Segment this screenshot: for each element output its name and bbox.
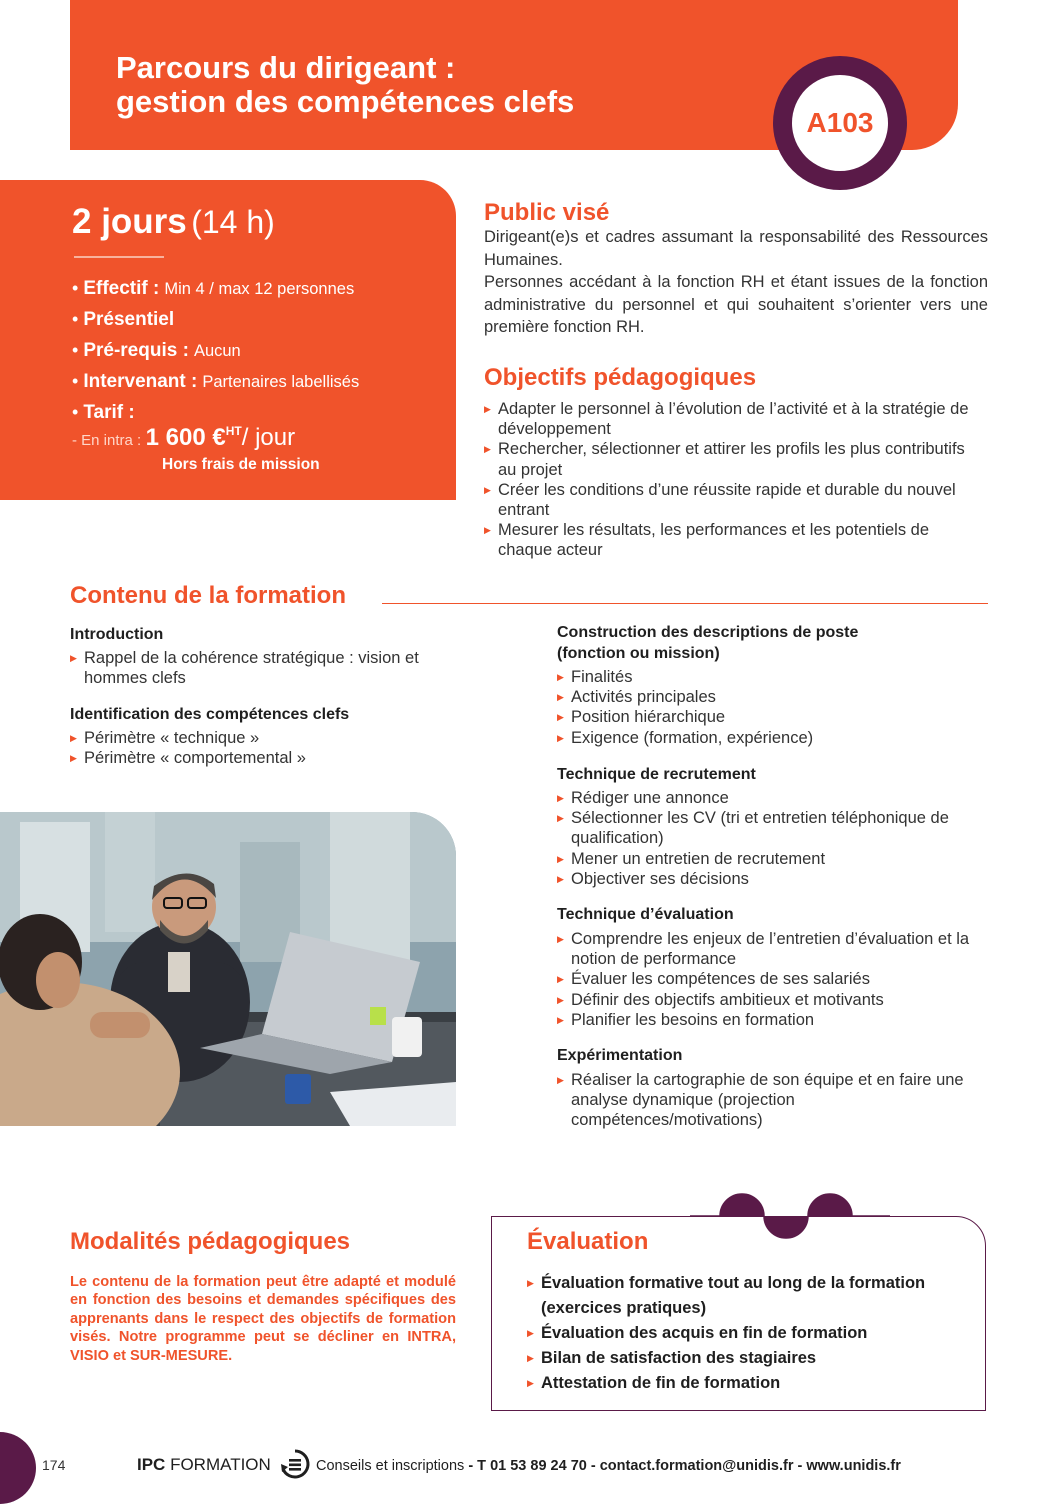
list-item: [70, 648, 440, 688]
info-prerequis: [72, 340, 241, 362]
contact-details: - T 01 53 89 24 70 - contact.formation@unidis.fr - www.unidis.fr: [468, 1458, 901, 1474]
list-item-text: Finalités: [571, 668, 633, 686]
list-item: [557, 1070, 989, 1131]
triangle-bullet-icon: ▶: [557, 934, 564, 944]
intra-label: - En intra :: [72, 432, 142, 449]
list-item-text: Réaliser la cartographie de son équipe et en faire une analyse dynamique (projection compétences/motivations): [571, 1071, 964, 1130]
bullet-icon: •: [72, 309, 79, 329]
intervenant-value: Partenaires labellisés: [202, 373, 360, 391]
techrec-list: [557, 788, 989, 889]
list-item-text: Périmètre « technique »: [84, 729, 260, 747]
intervenant-label: Intervenant :: [83, 371, 198, 392]
tarif-intra: [72, 424, 295, 452]
intra-ht: HT: [225, 424, 242, 438]
info-tarif: [72, 402, 135, 424]
contenu-divider: [382, 603, 988, 604]
info-effectif: [72, 278, 354, 300]
list-item-text: Mesurer les résultats, les performances et les potentiels de chaque acteur: [498, 521, 930, 560]
triangle-bullet-icon: ▶: [557, 672, 564, 682]
triangle-bullet-icon: ▶: [557, 813, 564, 824]
bullet-icon: •: [72, 340, 79, 360]
hors-frais-note: Hors frais de mission: [162, 456, 320, 473]
list-item-text: Bilan de satisfaction des stagiaires: [541, 1349, 817, 1367]
triangle-bullet-icon: ▶: [70, 753, 77, 764]
public-paragraph-2: Personnes accédant à la fonction RH et étant issues de la fonction administrative du personnel et qui souhaitent s’orienter vers une première fonction RH.: [484, 273, 988, 336]
duration: [72, 202, 275, 242]
list-item: [557, 707, 989, 727]
list-item-text: Attestation de fin de formation: [541, 1374, 781, 1392]
list-item-text: Périmètre « comportemental »: [84, 749, 306, 768]
constr-heading-line1: Construction des descriptions de poste: [557, 624, 859, 641]
list-item: [70, 748, 440, 768]
intro-heading: Introduction: [70, 626, 164, 643]
list-item: [557, 1010, 989, 1030]
bullet-icon: •: [72, 402, 79, 422]
list-item: [70, 728, 440, 748]
intra-unit: / jour: [241, 424, 296, 451]
triangle-bullet-icon: ▶: [557, 1075, 564, 1085]
triangle-bullet-icon: ▶: [557, 1014, 564, 1025]
effectif-label: Effectif :: [83, 278, 160, 299]
list-item: [484, 520, 984, 560]
triangle-bullet-icon: ▶: [484, 444, 491, 455]
constr-list: [557, 667, 989, 748]
prerequis-label: Pré-requis :: [83, 340, 189, 361]
modalites-heading: Modalités pédagogiques: [70, 1228, 351, 1255]
list-item-text: Position hiérarchique: [571, 708, 726, 727]
course-code: A103: [806, 107, 874, 138]
list-item: [557, 667, 989, 687]
page-title-line2: gestion des compétences clefs: [116, 84, 575, 119]
list-item: [557, 687, 989, 707]
bullet-icon: •: [72, 278, 79, 298]
triangle-bullet-icon: ▶: [557, 793, 564, 803]
contact-label: Conseils et inscriptions: [316, 1458, 465, 1474]
triangle-bullet-icon: ▶: [484, 484, 491, 495]
list-item: [527, 1321, 967, 1346]
modalites-text: Le contenu de la formation peut être adapté et modulé en fonction des besoins et demandes spécifiques des apprenants dans le respect des objectifs de formation visés. Notre programme peut se décliner en INTRA, VISIO et SUR-MESURE.: [70, 1274, 456, 1364]
techeval-heading: Technique d’évaluation: [557, 906, 734, 923]
list-item: [484, 439, 984, 479]
list-item: [557, 869, 989, 889]
brand-name: [137, 1455, 271, 1475]
list-item: [557, 849, 989, 869]
triangle-bullet-icon: ▶: [557, 974, 564, 985]
list-item: [557, 728, 989, 748]
prerequis-value: Aucun: [193, 342, 241, 360]
triangle-bullet-icon: ▶: [557, 994, 564, 1005]
constr-heading: [557, 622, 858, 664]
triangle-bullet-icon: ▶: [557, 732, 564, 743]
presentiel-label: Présentiel: [83, 309, 175, 330]
list-item: [484, 480, 984, 520]
exp-list: [557, 1070, 989, 1131]
list-item-text: Adapter le personnel à l’évolution de l’activité et à la stratégie de développement: [498, 400, 969, 439]
info-intervenant: [72, 371, 359, 393]
brand-rest: FORMATION: [170, 1455, 271, 1474]
list-item-text: Rechercher, sélectionner et attirer les profils les plus contributifs au projet: [498, 440, 965, 479]
info-presentiel: [72, 309, 174, 331]
triangle-bullet-icon: ▶: [557, 873, 564, 884]
duration-divider: [74, 256, 164, 258]
bullet-icon: •: [72, 371, 79, 391]
ipc-logo-icon: [279, 1448, 311, 1480]
effectif-value: Min 4 / max 12 personnes: [164, 280, 355, 298]
constr-heading-line2: (fonction ou mission): [557, 645, 720, 662]
triangle-bullet-icon: ▶: [557, 692, 564, 703]
triangle-bullet-icon: ▶: [527, 1353, 534, 1363]
list-item: [557, 969, 989, 989]
page-number: 174: [42, 1457, 66, 1473]
contenu-heading: Contenu de la formation: [70, 582, 346, 609]
list-item-text: Évaluation formative tout au long de la formation (exercices pratiques): [541, 1274, 926, 1317]
list-item-text: Mener un entretien de recrutement: [571, 849, 826, 868]
triangle-bullet-icon: ▶: [527, 1278, 534, 1288]
list-item-text: Comprendre les enjeux de l’entretien d’évaluation et la notion de performance: [571, 930, 970, 969]
techrec-heading: Technique de recrutement: [557, 766, 756, 783]
evaluation-list: [527, 1271, 967, 1396]
ident-list: [70, 728, 440, 768]
brand-bold: IPC: [137, 1455, 166, 1474]
evaluation-heading: Évaluation: [527, 1228, 649, 1255]
triangle-bullet-icon: ▶: [484, 404, 491, 414]
list-item: [557, 808, 989, 848]
list-item: [484, 399, 984, 439]
list-item-text: Créer les conditions d’une réussite rapide et durable du nouvel entrant: [498, 480, 956, 520]
list-item: [557, 929, 989, 969]
list-item: [557, 788, 989, 808]
evaluation-decoration-icon: [690, 1190, 890, 1250]
list-item: [527, 1371, 967, 1396]
triangle-bullet-icon: ▶: [70, 733, 77, 743]
duration-hours: (14 h): [191, 204, 275, 240]
list-item-text: Activités principales: [571, 688, 716, 707]
list-item-text: Rappel de la cohérence stratégique : vision et hommes clefs: [84, 649, 419, 688]
list-item-text: Objectiver ses décisions: [571, 869, 749, 888]
triangle-bullet-icon: ▶: [557, 853, 564, 864]
footer-decoration: [0, 1432, 36, 1504]
triangle-bullet-icon: ▶: [527, 1328, 534, 1338]
public-heading: Public visé: [484, 199, 610, 226]
list-item-text: Sélectionner les CV (tri et entretien téléphonique de qualification): [571, 809, 949, 848]
triangle-bullet-icon: ▶: [484, 525, 491, 536]
list-item-text: Planifier les besoins en formation: [571, 1010, 815, 1029]
public-paragraph-1: Dirigeant(e)s et cadres assumant la responsabilité des Ressources Humaines.: [484, 228, 988, 269]
duration-days: 2 jours: [72, 202, 187, 241]
course-code-inner: [792, 75, 888, 171]
objectifs-heading: Objectifs pédagogiques: [484, 364, 757, 391]
triangle-bullet-icon: ▶: [557, 712, 564, 723]
list-item: [557, 990, 989, 1010]
list-item-text: Évaluer les compétences de ses salariés: [571, 970, 870, 989]
meeting-photo-illustration: [0, 812, 456, 1126]
list-item-text: Exigence (formation, expérience): [571, 728, 814, 747]
list-item-text: Définir des objectifs ambitieux et motivants: [571, 990, 884, 1009]
tarif-label: Tarif :: [83, 402, 135, 423]
footer-contact: [316, 1458, 901, 1474]
list-item: [527, 1346, 967, 1371]
intra-price: 1 600 €: [145, 424, 226, 451]
objectifs-list: [484, 399, 984, 561]
list-item-text: Rédiger une annonce: [571, 789, 729, 807]
list-item: [527, 1271, 967, 1321]
page-title-line1: Parcours du dirigeant :: [116, 50, 456, 85]
meeting-photo: [0, 812, 456, 1126]
public-text: [484, 226, 988, 339]
triangle-bullet-icon: ▶: [527, 1378, 534, 1388]
ident-heading: Identification des compétences clefs: [70, 706, 350, 723]
triangle-bullet-icon: ▶: [70, 653, 77, 663]
techeval-list: [557, 929, 989, 1030]
list-item-text: Évaluation des acquis en fin de formation: [541, 1324, 868, 1342]
exp-heading: Expérimentation: [557, 1047, 683, 1064]
intro-list: [70, 648, 440, 688]
